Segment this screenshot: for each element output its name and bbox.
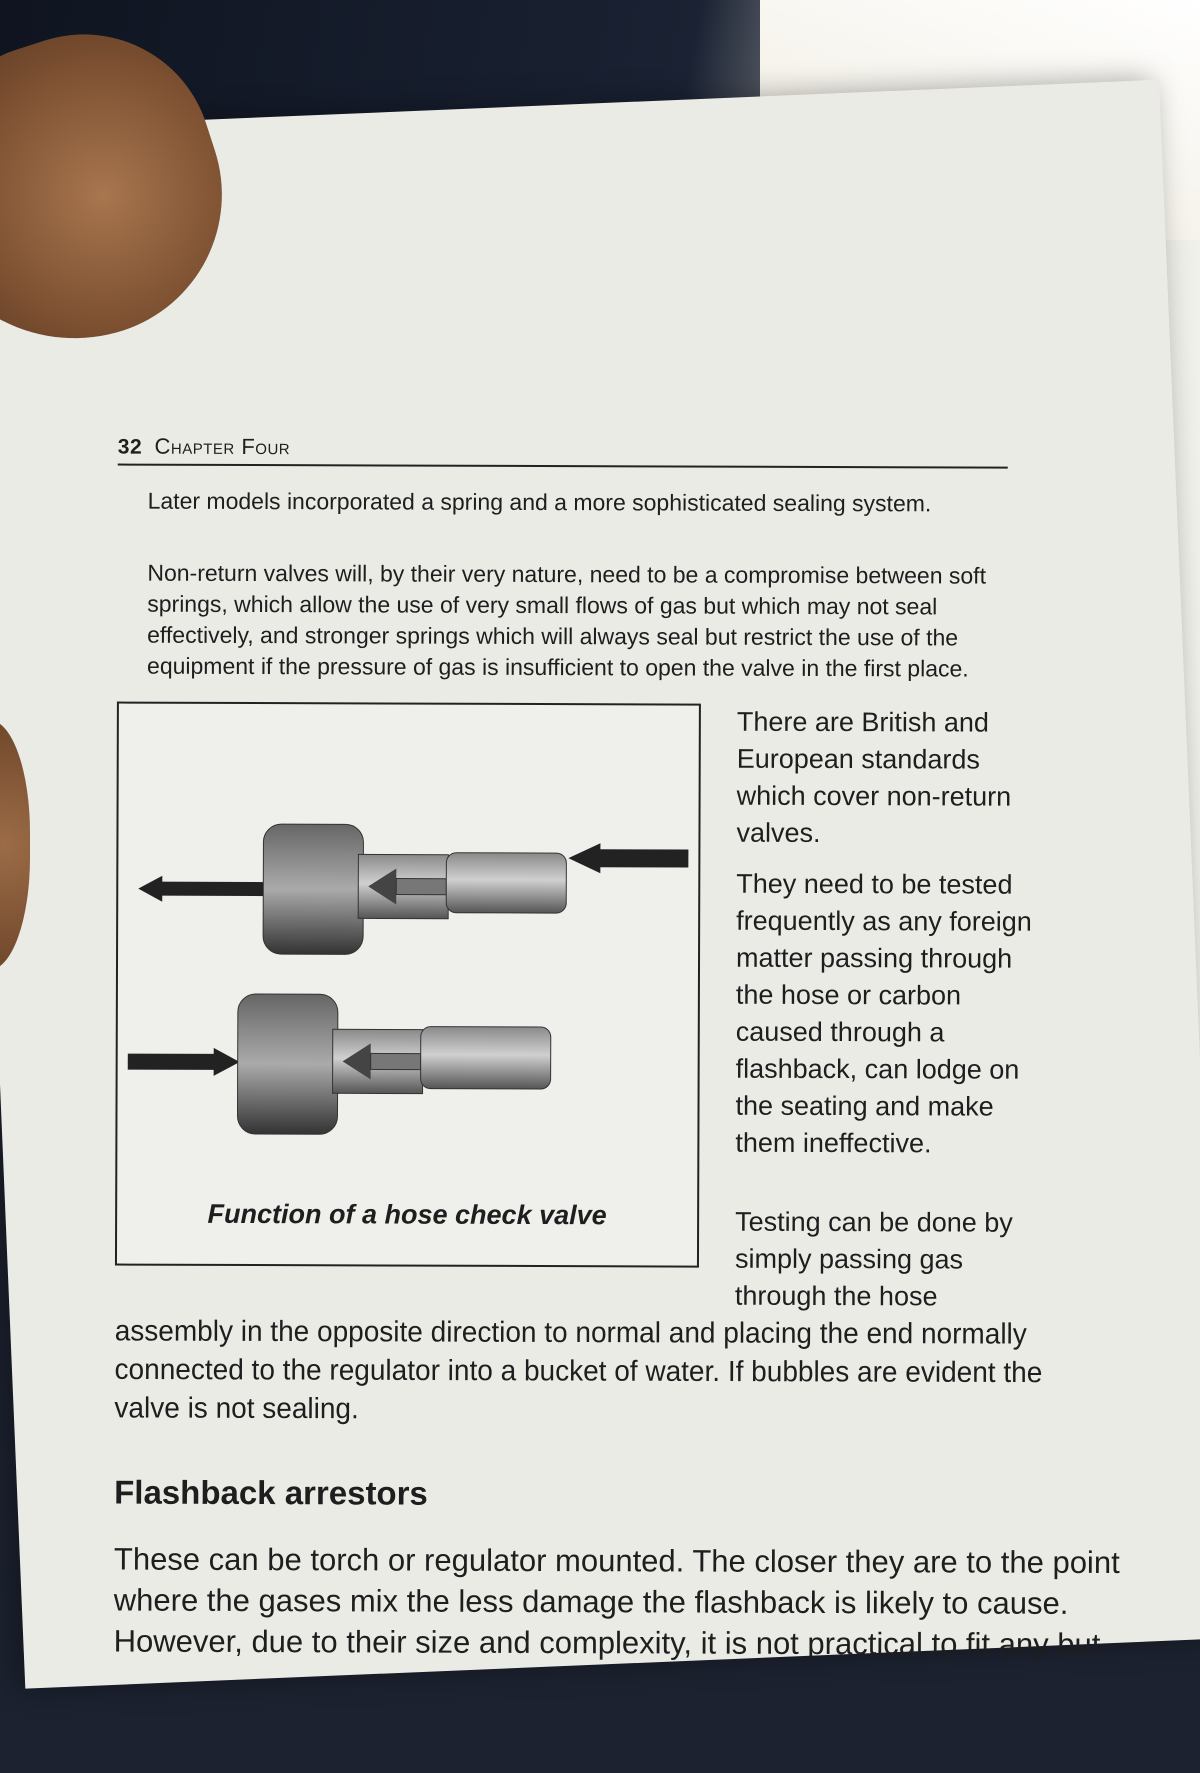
top-valve-spring <box>396 879 446 895</box>
figure-hose-check-valve <box>115 702 701 1268</box>
paragraph-sealing: Later models incorporated a spring and a more sophisticated sealing system. <box>147 487 932 517</box>
top-arrow-right-shaft <box>598 849 688 867</box>
side-paragraph-testing-method: Testing can be done by simply passing gas through the hose <box>734 1206 1013 1312</box>
valve-top <box>138 824 689 956</box>
paragraph-compromise: Non-return valves will, by their very nature, need to be a compromise between soft springs, which allow the use of very small flows of gas but which may not seal effectively, and stronger springs which will always seal but restrict the use of the equipment if the pressure of gas is insufficient to open the valve in the first place. <box>147 559 987 682</box>
side-paragraph-testing-frequency: They need to be tested frequently as any foreign matter passing through the hose or carbon caused through a flashback, can lodge on the seating and make them ineffective. <box>735 868 1032 1159</box>
bottom-arrow-shaft <box>128 1054 218 1070</box>
top-arrow-left-shaft <box>158 882 268 896</box>
top-valve-nut <box>263 824 363 954</box>
bottom-arrow-head <box>214 1048 240 1076</box>
running-head <box>118 434 290 461</box>
bottom-valve-barb <box>421 1027 551 1089</box>
header-rule <box>118 464 1008 469</box>
bottom-valve-nut <box>237 994 337 1134</box>
section-body: These can be torch or regulator mounted. The closer they are to the point where the gases mix the less damage the flashback is likely to cause. However, due to their size and complexity, it is not practical to fit any but <box>113 1541 1120 1662</box>
side-paragraph-standards: There are British and European standards which cover non-return valves. <box>736 706 1012 848</box>
chapter-title: Chapter Four <box>154 433 291 460</box>
page-number: 32 <box>117 435 143 459</box>
page-content <box>113 324 1120 1727</box>
top-arrow-left-head <box>138 876 162 902</box>
section-heading: Flashback arrestors <box>114 1473 428 1512</box>
bottom-valve-spring <box>371 1053 421 1069</box>
valve-illustration <box>127 744 688 1166</box>
book-page <box>0 80 1200 1689</box>
figure-caption: Function of a hose check valve <box>207 1198 607 1231</box>
top-arrow-right-head <box>568 843 600 873</box>
valve-bottom <box>127 994 550 1135</box>
top-valve-barb <box>446 853 566 913</box>
paragraph-continuation: assembly in the opposite direction to normal and placing the end normally connected to the regulator into a bucket of water. If bubbles are evident the valve is not sealing. <box>114 1314 1043 1425</box>
